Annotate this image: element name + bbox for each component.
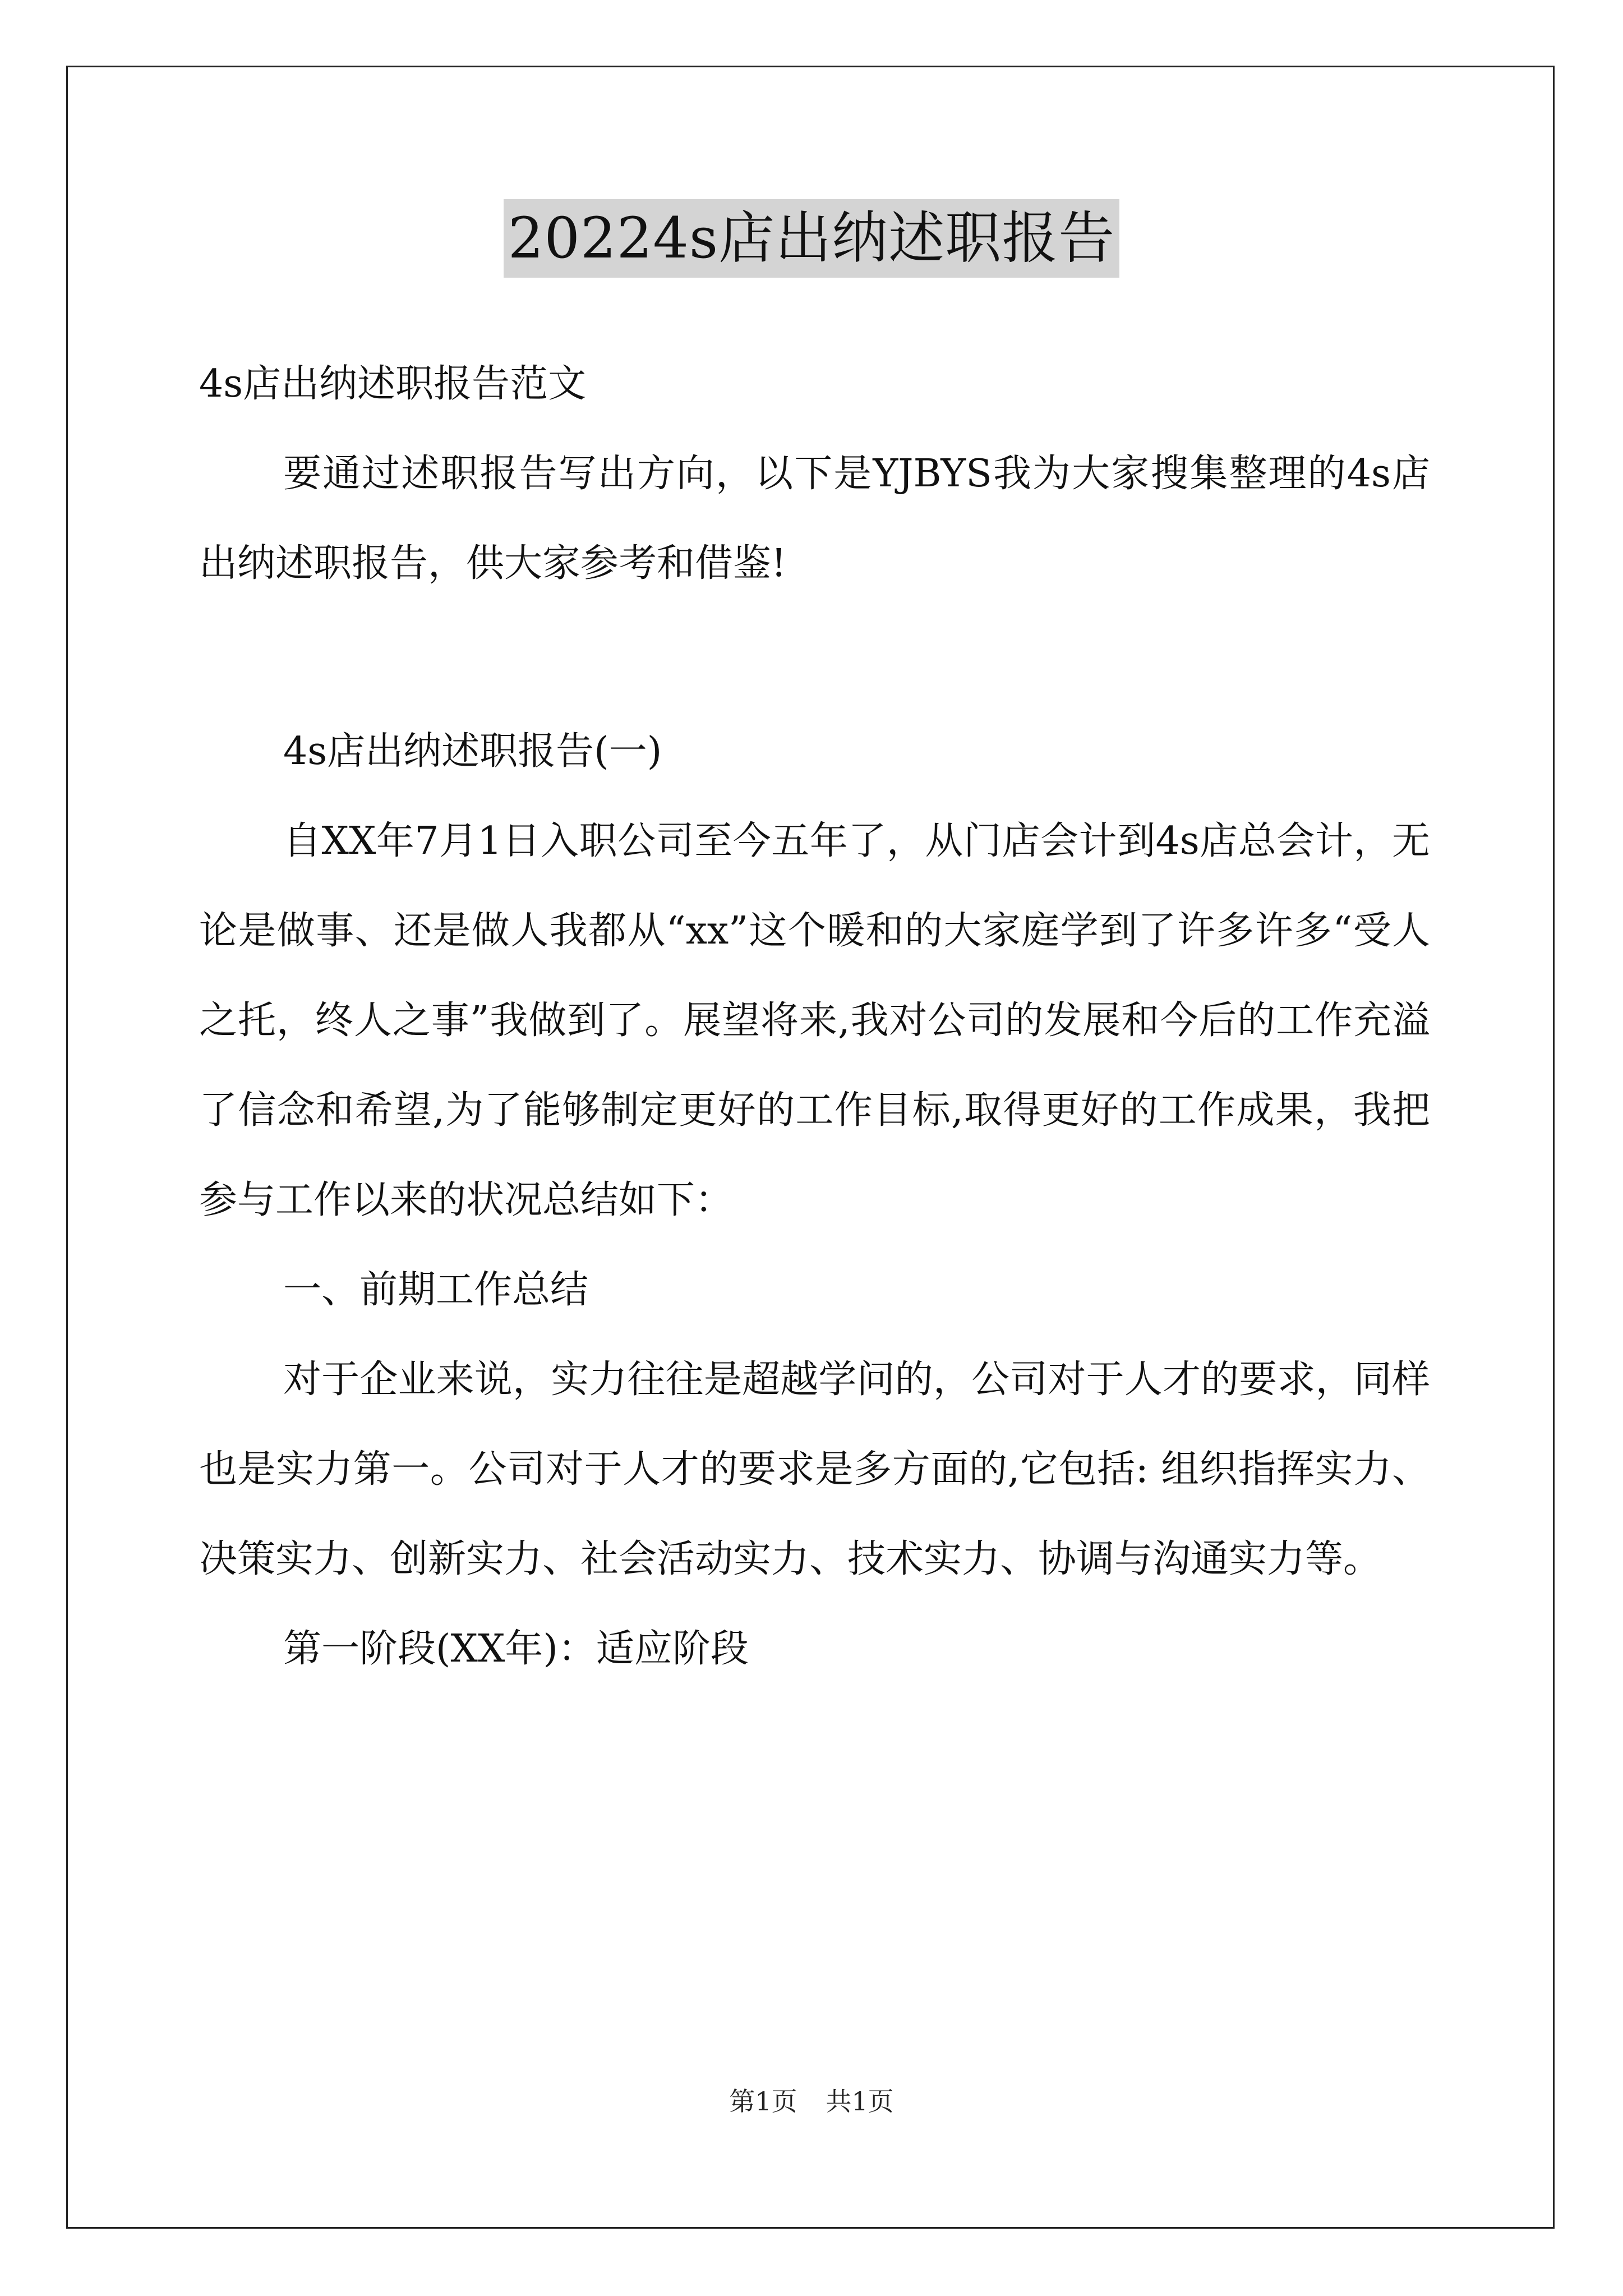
page-footer <box>0 2081 1623 2118</box>
intro-paragraph: 要通过述职报告写出方向，以下是YJBYS我为大家搜集整理的4s店出纳述职报告，供大家参考和借鉴! <box>199 452 1430 586</box>
page-number: 第1页 <box>729 2086 797 2116</box>
paragraph-spacer <box>199 609 1430 707</box>
document-subtitle: 4s店出纳述职报告范文 <box>199 362 587 406</box>
page-total: 共1页 <box>826 2086 894 2116</box>
subsection-heading: 一、前期工作总结 <box>283 1268 589 1312</box>
document-body <box>199 339 1430 1694</box>
stage-heading: 第一阶段(XX年)：适应阶段 <box>283 1627 749 1671</box>
body-paragraph: 自XX年7月1日入职公司至今五年了，从门店会计到4s店总会计，无论是做事、还是做人我都从“xx”这个暖和的大家庭学到了许多许多“受人之托，终人之事”我做到了。展望将来,我对公司的发展和今后的工作充溢了信念和希望,为了能够制定更好的工作目标,取得更好的工作成果，我把参与工作以来的状况总结如下： <box>199 819 1430 1222</box>
title-wrap <box>0 199 1623 278</box>
section-heading: 4s店出纳述职报告(一) <box>283 729 662 774</box>
document-title: 20224s店出纳述职报告 <box>504 199 1119 278</box>
body-paragraph: 对于企业来说，实力往往是超越学问的，公司对于人才的要求，同样也是实力第一。公司对于人才的要求是多方面的,它包括: 组织指挥实力、决策实力、创新实力、社会活动实力、技术实力、协调与沟通实力等。 <box>199 1358 1430 1581</box>
